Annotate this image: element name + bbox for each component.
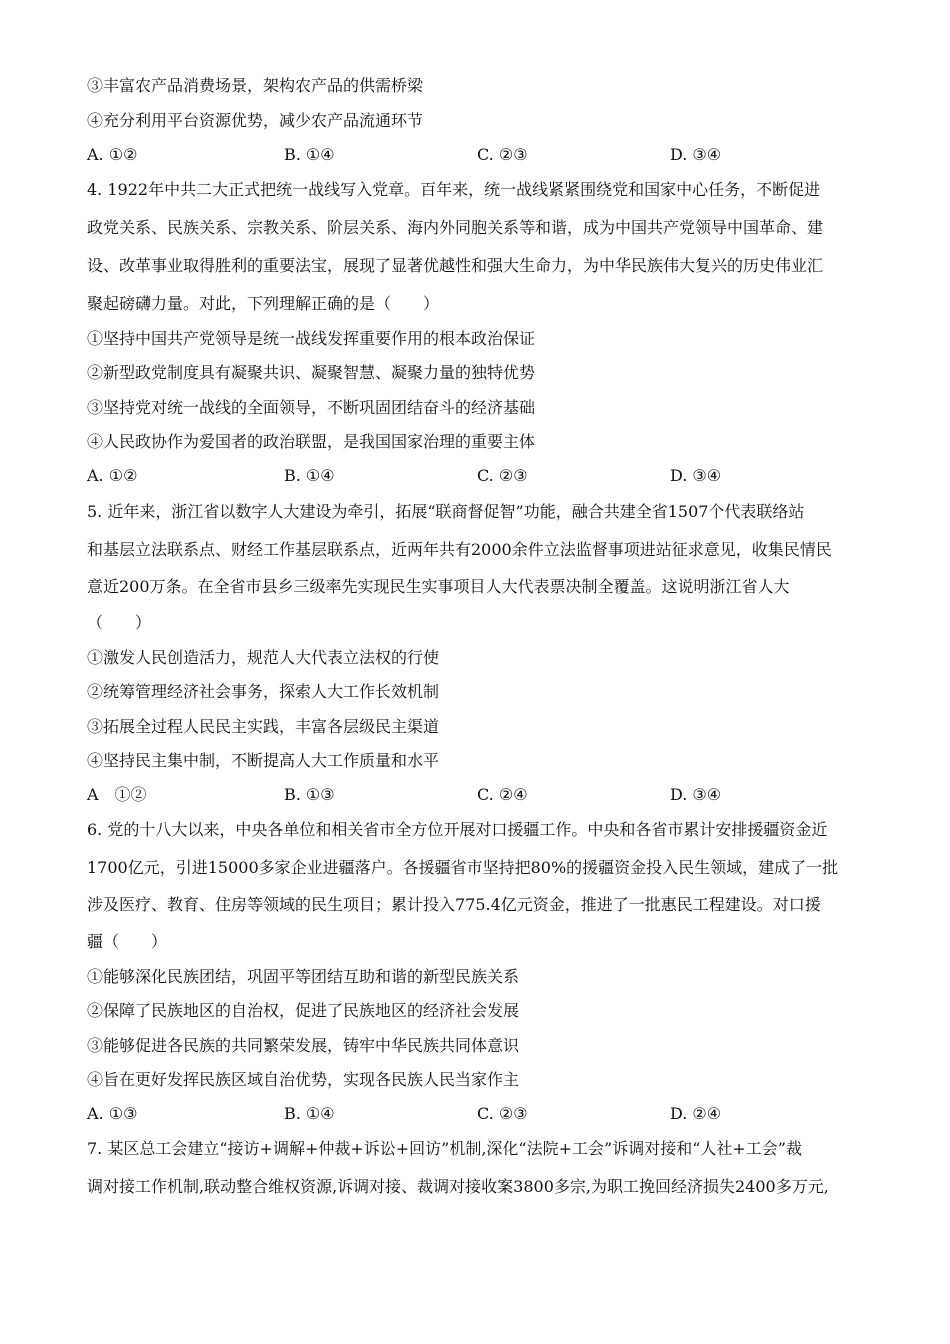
q5-option-c[interactable]: C. ②④ — [477, 785, 528, 804]
q6-option-d[interactable]: D. ②④ — [670, 1104, 722, 1123]
q3-options — [87, 145, 877, 165]
q5-stem-line-1: 5. 近年来，浙江省以数字人大建设为牵引，拓展“联商督促智”功能，融合共建全省1507个代表联络站 — [87, 502, 805, 521]
q6-stem-line-4: 疆（ ） — [87, 932, 168, 951]
q4-statement-3: ③坚持党对统一战线的全面领导，不断巩固团结奋斗的经济基础 — [87, 398, 536, 417]
q7-stem-line-1: 7. 某区总工会建立“接访+调解+仲裁+诉讼+回访”机制,深化“法院+工会”诉调对接和“人社+工会”裁 — [87, 1139, 802, 1158]
q4-stem-line-4: 聚起磅礴力量。对此，下列理解正确的是（ ） — [87, 294, 440, 313]
q7-stem-line-2: 调对接工作机制,联动整合维权资源,诉调对接、裁调对接收案3800多宗,为职工挽回经济损失2400多万元, — [87, 1177, 829, 1196]
q6-option-b[interactable]: B. ①④ — [284, 1104, 335, 1123]
q4-statement-4: ④人民政协作为爱国者的政治联盟，是我国国家治理的重要主体 — [87, 432, 536, 451]
q3-option-d[interactable]: D. ③④ — [670, 145, 722, 164]
q6-statement-3: ③能够促进各民族的共同繁荣发展，铸牢中华民族共同体意识 — [87, 1036, 520, 1055]
q3-option-b[interactable]: B. ①④ — [284, 145, 335, 164]
q5-statement-4: ④坚持民主集中制，不断提高人大工作质量和水平 — [87, 751, 440, 770]
q4-option-a[interactable]: A. ①② — [87, 466, 138, 485]
q3-statement-4: ④充分利用平台资源优势，减少农产品流通环节 — [87, 111, 424, 130]
q5-stem-line-2: 和基层立法联系点、财经工作基层联系点，近两年共有2000余件立法监督事项进站征求意见，收集民情民 — [87, 540, 832, 559]
q4-stem-line-2: 政党关系、民族关系、宗教关系、阶层关系、海内外同胞关系等和谐，成为中国共产党领导中国革命、建 — [87, 218, 824, 237]
q3-option-c[interactable]: C. ②③ — [477, 145, 528, 164]
q3-option-a[interactable]: A. ①② — [87, 145, 138, 164]
q6-statement-2: ②保障了民族地区的自治权，促进了民族地区的经济社会发展 — [87, 1001, 520, 1020]
q4-statement-1: ①坚持中国共产党领导是统一战线发挥重要作用的根本政治保证 — [87, 329, 536, 348]
q5-options — [87, 785, 877, 805]
q6-stem-line-2: 1700亿元，引进15000多家企业进疆落户。各援疆省市坚持把80%的援疆资金投入民生领域，建成了一批 — [87, 858, 839, 877]
q5-stem-line-4: （ ） — [87, 613, 152, 632]
q6-stem-line-1: 6. 党的十八大以来，中央各单位和相关省市全方位开展对口援疆工作。中央和各省市累计安排援疆资金近 — [87, 820, 828, 839]
q5-option-a[interactable]: A ①② — [87, 785, 147, 804]
q4-statement-2: ②新型政党制度具有凝聚共识、凝聚智慧、凝聚力量的独特优势 — [87, 363, 536, 382]
q6-options — [87, 1104, 877, 1124]
q6-statement-1: ①能够深化民族团结，巩固平等团结互助和谐的新型民族关系 — [87, 967, 520, 986]
q4-stem-line-3: 设、改革事业取得胜利的重要法宝，展现了显著优越性和强大生命力，为中华民族伟大复兴的历史伟业汇 — [87, 256, 824, 275]
q6-stem-line-3: 涉及医疗、教育、住房等领域的民生项目；累计投入775.4亿元资金，推进了一批惠民工程建设。对口援 — [87, 895, 821, 914]
q4-option-d[interactable]: D. ③④ — [670, 466, 722, 485]
q5-statement-2: ②统筹管理经济社会事务，探索人大工作长效机制 — [87, 682, 440, 701]
q4-stem-line-1: 4. 1922年中共二大正式把统一战线写入党章。百年来，统一战线紧紧围绕党和国家中心任务，不断促进 — [87, 180, 821, 199]
q6-option-c[interactable]: C. ②③ — [477, 1104, 528, 1123]
q6-statement-4: ④旨在更好发挥民族区域自治优势，实现各民族人民当家作主 — [87, 1070, 520, 1089]
q4-option-c[interactable]: C. ②③ — [477, 466, 528, 485]
q5-option-b[interactable]: B. ①③ — [284, 785, 335, 804]
q4-options — [87, 466, 877, 486]
q6-option-a[interactable]: A. ①③ — [87, 1104, 138, 1123]
q3-statement-3: ③丰富农产品消费场景，架构农产品的供需桥梁 — [87, 76, 424, 95]
q4-option-b[interactable]: B. ①④ — [284, 466, 335, 485]
q5-statement-1: ①激发人民创造活力，规范人大代表立法权的行使 — [87, 648, 440, 667]
q5-statement-3: ③拓展全过程人民民主实践，丰富各层级民主渠道 — [87, 717, 440, 736]
q5-option-d[interactable]: D. ③④ — [670, 785, 722, 804]
q5-stem-line-3: 意近200万条。在全省市县乡三级率先实现民生实事项目人大代表票决制全覆盖。这说明浙江省人大 — [87, 577, 790, 596]
